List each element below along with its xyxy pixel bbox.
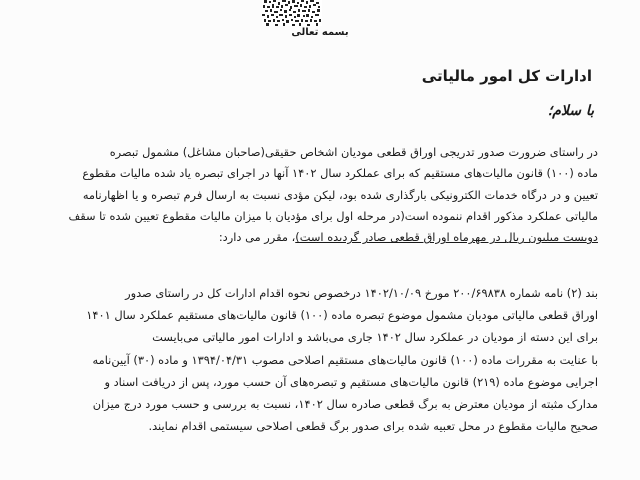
paragraph-1 (38, 142, 598, 248)
paragraph-1-line-5-tail: ، مقرر می دارد: (218, 230, 296, 245)
salutation-text: با سلام؛ (547, 103, 594, 119)
paragraph-2-line-2: اوراق قطعی مالیاتی مودیان مشمول موضوع تبصره ماده (۱۰۰) قانون مالیات‌های مستقیم عملکرد سال ۱۴۰۱ (86, 308, 598, 323)
underlined-text: دویست میلیون ریال در مهرماه اوراق قطعی صادر گردیده است) (295, 230, 598, 245)
paragraph-1-line-4: مالیاتی عملکرد مذکور اقدام ننموده است(در مرحله اول برای مؤدیان با میزان مالیات مقطوع تعیین شده تا سقف (68, 208, 598, 223)
paragraph-2-line-3: برای این دسته از مودیان در عملکرد سال ۱۴۰۲ جاری می‌باشد و ادارات امور مالیاتی می‌بایست (152, 330, 598, 345)
paragraph-1-line-5 (38, 227, 598, 248)
addressee-title: ادارات کل امور مالیاتی (421, 67, 592, 85)
paragraph-2-line-7: صحیح مالیات مقطوع در محل تعبیه شده برای صدور برگ قطعی اصلاحی سیستمی اقدام نمایند. (148, 419, 598, 434)
paragraph-2-line-6: مدارک مثبته از مودیان معترض به برگ قطعی صادره سال ۱۴۰۲، نسبت به بررسی و حسب مورد درج میزان (92, 397, 598, 412)
paragraph-2-line-1: بند (۲) نامه شماره ۲۰۰/۶۹۸۳۸ مورخ ۱۴۰۲/۱۰/۰۹ درخصوص نحوه اقدام ادارات کل در راستای صدور (125, 286, 598, 300)
qr-code-icon (262, 0, 322, 26)
paragraph-2-line-4: با عنایت به مقررات ماده (۱۰۰) قانون مالیات‌های مستقیم اصلاحی مصوب ۱۳۹۴/۰۴/۳۱ و ماده (۳۰) آیین‌نامه (92, 352, 598, 367)
paragraph-2 (38, 282, 598, 437)
paragraph-1-line-1: در راستای ضرورت صدور تدریجی اوراق قطعی مودیان اشخاص حقیقی(صاحبان مشاغل) مشمول تبصره (109, 145, 598, 159)
paragraph-2-line-5: اجرایی موضوع ماده (۲۱۹) قانون مالیات‌های مستقیم و تبصره‌های آن حسب مورد، پس از دریافت اسناد و (104, 374, 598, 389)
invocation-heading: بسمه تعالی (291, 27, 349, 38)
paragraph-1-line-2: ماده (۱۰۰) قانون مالیات‌های مستقیم که برای عملکرد سال ۱۴۰۲ آنها در اجرای تبصره یاد شده مالیات مقطوع (82, 166, 598, 181)
paragraph-1-line-3: تعیین و در درگاه خدمات الکترونیکی بارگذاری شده بود، لیکن مؤدی نسبت به ارسال فرم تبصره و یا اظهارنامه (82, 187, 598, 202)
